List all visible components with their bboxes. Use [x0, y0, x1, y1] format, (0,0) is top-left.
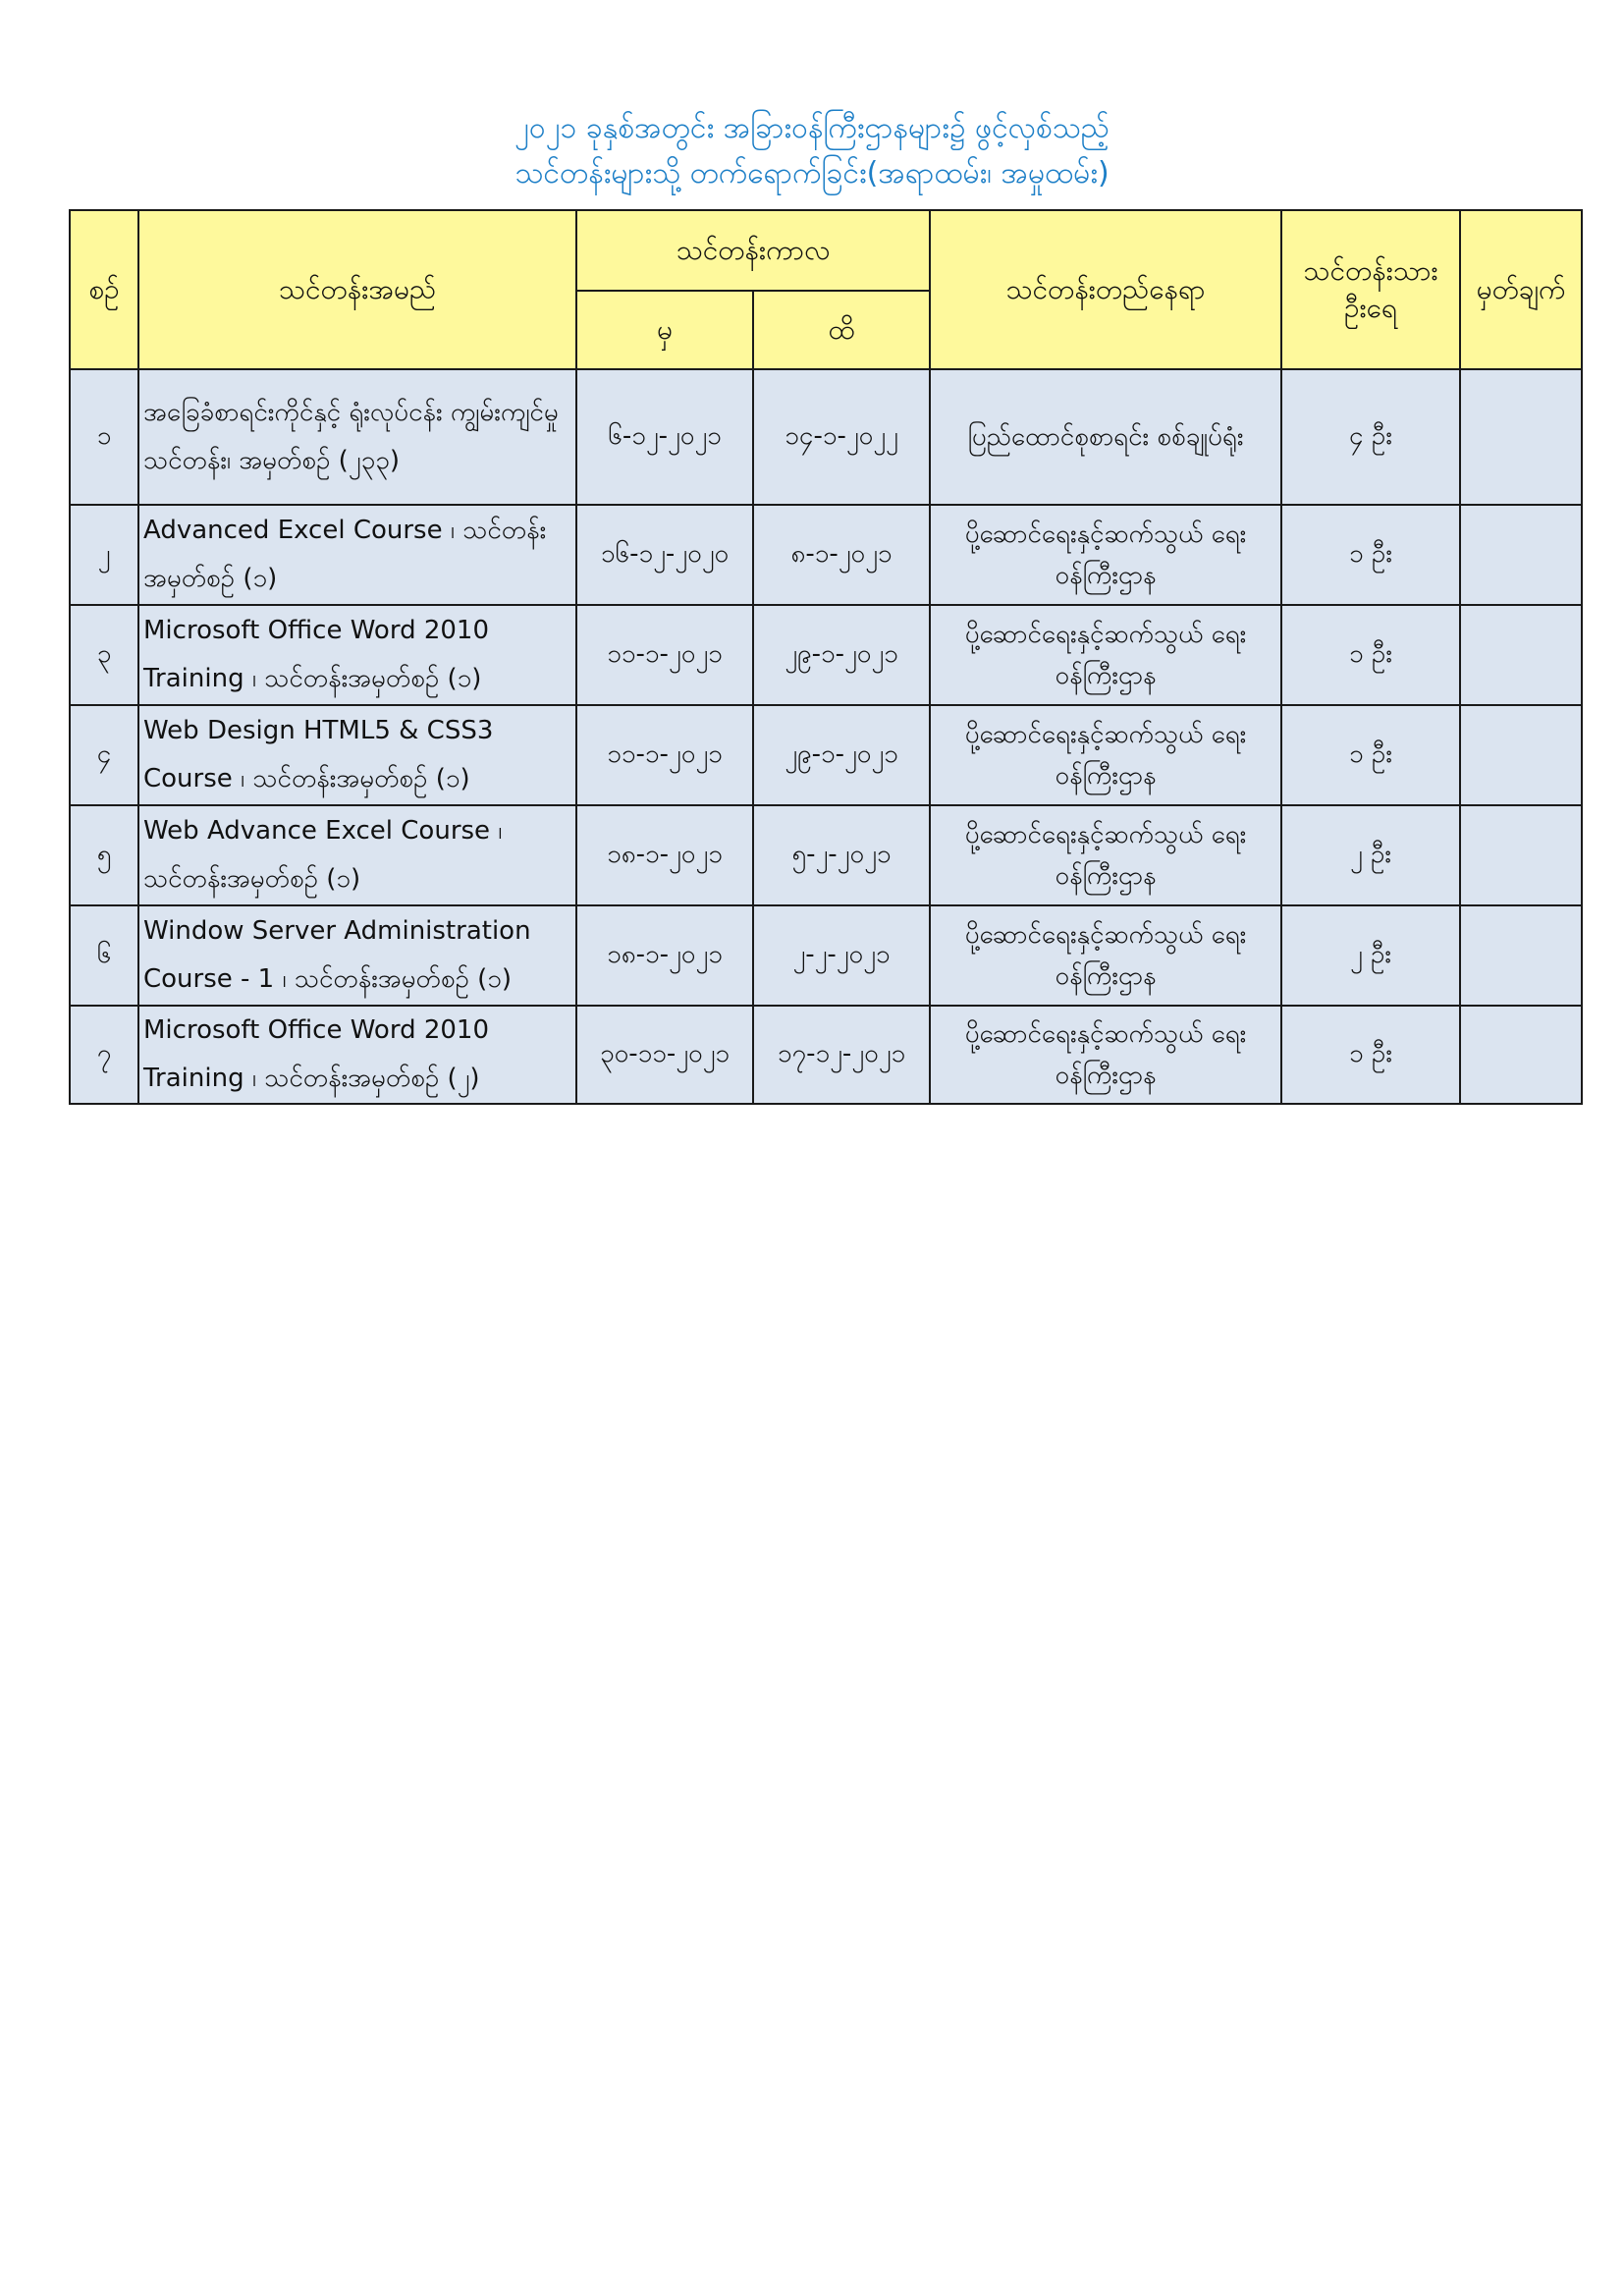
- cell-course-name: Advanced Excel Course ၊ သင်တန်း အမှတ်စဉ် (၁): [138, 505, 576, 605]
- header-to: ထိ: [753, 291, 930, 369]
- cell-to: ၅-၂-၂၀၂၁: [753, 805, 930, 905]
- cell-remarks: [1460, 505, 1582, 605]
- cell-from: ၁၁-၁-၂၀၂၁: [576, 705, 753, 805]
- cell-trainees: ၂ ဦး: [1281, 805, 1460, 905]
- cell-remarks: [1460, 605, 1582, 705]
- header-venue: သင်တန်းတည်နေရာ: [930, 210, 1281, 369]
- cell-remarks: [1460, 905, 1582, 1006]
- table-row: [70, 705, 1582, 805]
- table-row: [70, 605, 1582, 705]
- cell-from: ၁၈-၁-၂၀၂၁: [576, 905, 753, 1006]
- cell-from: ၁၆-၁၂-၂၀၂၀: [576, 505, 753, 605]
- header-from: မှ: [576, 291, 753, 369]
- cell-venue: ပို့ဆောင်ရေးနှင့်ဆက်သွယ် ရေးဝန်ကြီးဌာန: [930, 805, 1281, 905]
- header-period: သင်တန်းကာလ: [576, 210, 930, 291]
- cell-course-name: Web Advance Excel Course ၊ သင်တန်းအမှတ်စဉ် (၁): [138, 805, 576, 905]
- table-row: [70, 1006, 1582, 1104]
- cell-no: ၄: [70, 705, 138, 805]
- cell-from: ၃၀-၁၁-၂၀၂၁: [576, 1006, 753, 1104]
- cell-trainees: ၁ ဦး: [1281, 1006, 1460, 1104]
- header-course-name: သင်တန်းအမည်: [138, 210, 576, 369]
- cell-course-name: အခြေခံစာရင်းကိုင်နှင့် ရုံးလုပ်ငန်း ကျွမ်းကျင်မှုသင်တန်း၊ အမှတ်စဉ် (၂၃၃): [138, 369, 576, 505]
- cell-venue: ပို့ဆောင်ရေးနှင့်ဆက်သွယ် ရေးဝန်ကြီးဌာန: [930, 705, 1281, 805]
- cell-no: ၃: [70, 605, 138, 705]
- cell-to: ၂၉-၁-၂၀၂၁: [753, 705, 930, 805]
- document-title: [0, 106, 1624, 196]
- cell-course-name: Microsoft Office Word 2010 Training ၊ သင်တန်းအမှတ်စဉ် (၂): [138, 1006, 576, 1104]
- cell-remarks: [1460, 805, 1582, 905]
- table-row: [70, 369, 1582, 505]
- cell-course-name: Web Design HTML5 & CSS3 Course ၊ သင်တန်းအမှတ်စဉ် (၁): [138, 705, 576, 805]
- table-row: [70, 905, 1582, 1006]
- cell-no: ၂: [70, 505, 138, 605]
- table-header-row: [70, 210, 1582, 291]
- cell-remarks: [1460, 705, 1582, 805]
- cell-no: ၇: [70, 1006, 138, 1104]
- cell-course-name: Microsoft Office Word 2010 Training ၊ သင်တန်းအမှတ်စဉ် (၁): [138, 605, 576, 705]
- header-no: စဉ်: [70, 210, 138, 369]
- cell-no: ၆: [70, 905, 138, 1006]
- cell-to: ၂၉-၁-၂၀၂၁: [753, 605, 930, 705]
- cell-no: ၅: [70, 805, 138, 905]
- cell-to: ၁၄-၁-၂၀၂၂: [753, 369, 930, 505]
- cell-venue: ပို့ဆောင်ရေးနှင့်ဆက်သွယ် ရေးဝန်ကြီးဌာန: [930, 905, 1281, 1006]
- cell-venue: ပြည်ထောင်စုစာရင်း စစ်ချုပ်ရုံး: [930, 369, 1281, 505]
- cell-from: ၁၁-၁-၂၀၂၁: [576, 605, 753, 705]
- cell-trainees: ၁ ဦး: [1281, 605, 1460, 705]
- cell-trainees: ၂ ဦး: [1281, 905, 1460, 1006]
- cell-from: ၆-၁၂-၂၀၂၁: [576, 369, 753, 505]
- table-row: [70, 505, 1582, 605]
- cell-no: ၁: [70, 369, 138, 505]
- cell-to: ၈-၁-၂၀၂၁: [753, 505, 930, 605]
- title-line-1: ၂၀၂၁ ခုနှစ်အတွင်း အခြားဝန်ကြီးဌာနများ၌ ဖွင့်လှစ်သည့်: [514, 111, 1110, 145]
- training-table: [69, 209, 1583, 1105]
- cell-trainees: ၄ ဦး: [1281, 369, 1460, 505]
- cell-trainees: ၁ ဦး: [1281, 505, 1460, 605]
- cell-remarks: [1460, 369, 1582, 505]
- header-trainees: သင်တန်းသား ဦးရေ: [1281, 210, 1460, 369]
- cell-trainees: ၁ ဦး: [1281, 705, 1460, 805]
- cell-venue: ပို့ဆောင်ရေးနှင့်ဆက်သွယ် ရေးဝန်ကြီးဌာန: [930, 605, 1281, 705]
- cell-to: ၁၇-၁၂-၂၀၂၁: [753, 1006, 930, 1104]
- table-row: [70, 805, 1582, 905]
- cell-remarks: [1460, 1006, 1582, 1104]
- cell-course-name: Window Server Administration Course - 1 ၊ သင်တန်းအမှတ်စဉ် (၁): [138, 905, 576, 1006]
- title-line-2: သင်တန်းများသို့ တက်ရောက်ခြင်း(အရာထမ်း၊ အမှုထမ်း): [514, 156, 1110, 191]
- cell-venue: ပို့ဆောင်ရေးနှင့်ဆက်သွယ် ရေးဝန်ကြီးဌာန: [930, 505, 1281, 605]
- cell-from: ၁၈-၁-၂၀၂၁: [576, 805, 753, 905]
- header-remarks: မှတ်ချက်: [1460, 210, 1582, 369]
- cell-venue: ပို့ဆောင်ရေးနှင့်ဆက်သွယ် ရေးဝန်ကြီးဌာန: [930, 1006, 1281, 1104]
- cell-to: ၂-၂-၂၀၂၁: [753, 905, 930, 1006]
